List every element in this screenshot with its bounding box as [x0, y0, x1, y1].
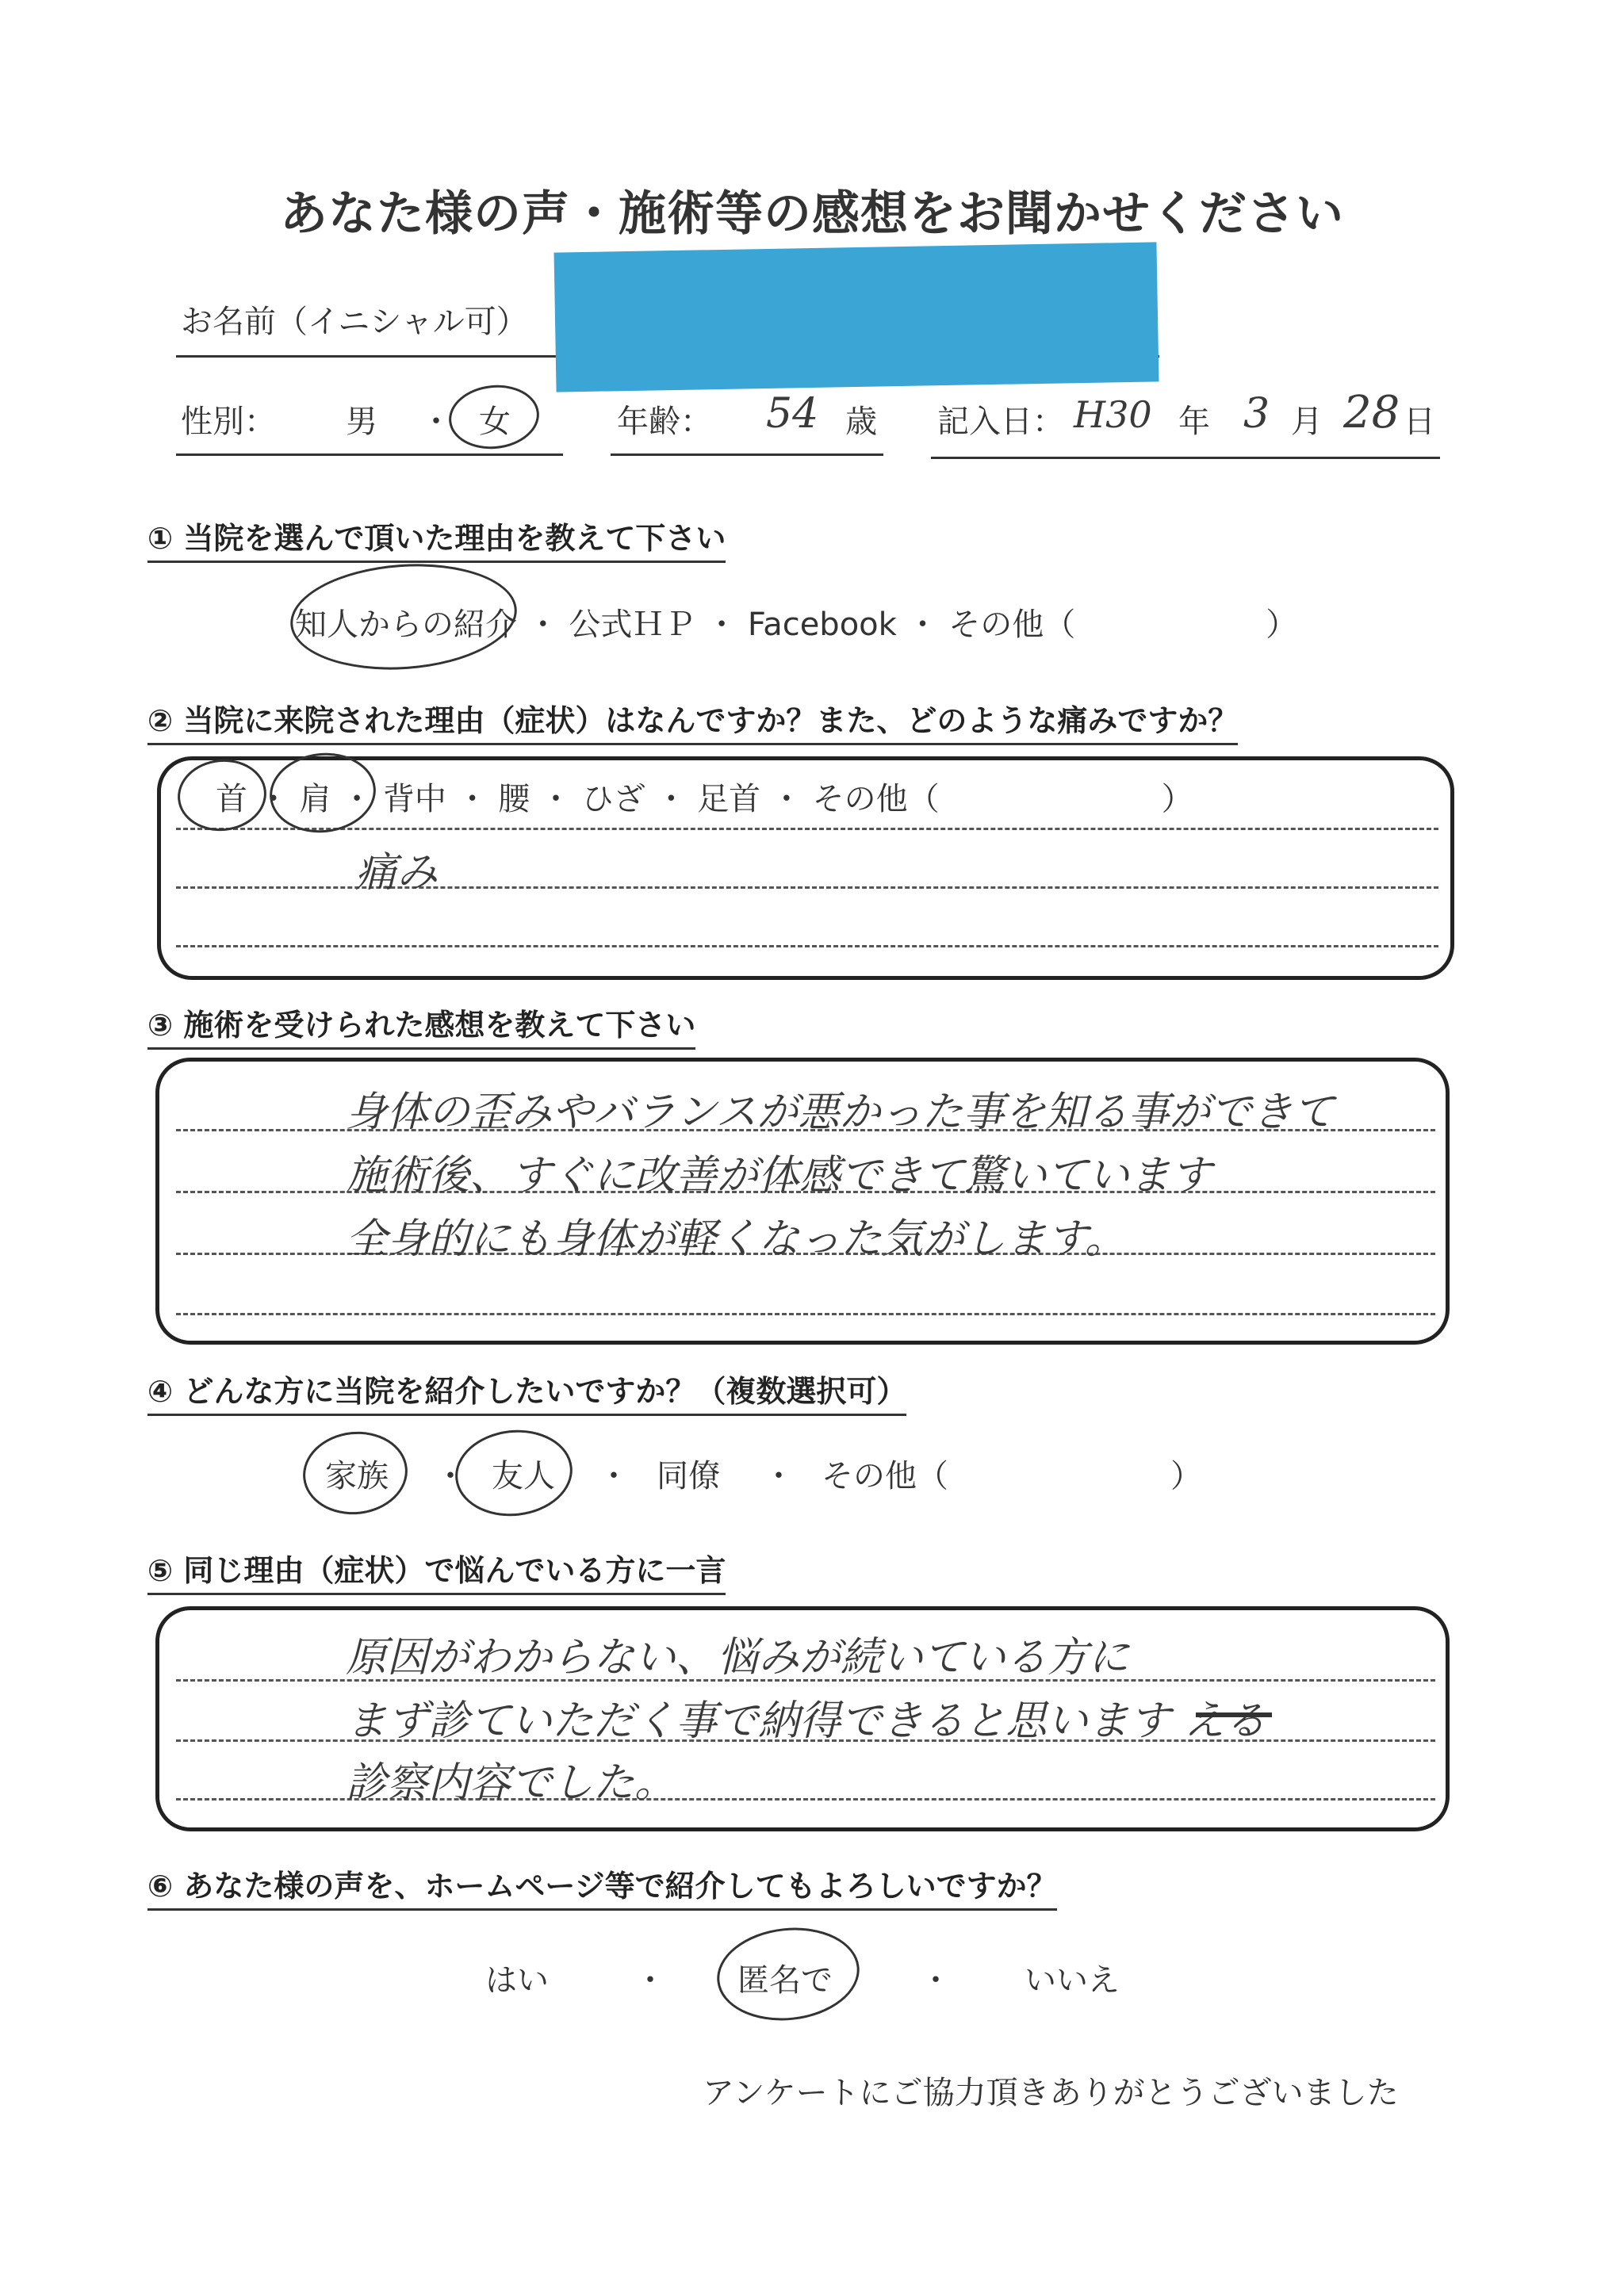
question-5-answer-line: まず診ていただく事で納得できると思います える: [346, 1697, 1266, 1745]
question-2-title: ② 当院に来院された理由（症状）はなんですか？また、どのような痛みですか？: [147, 696, 1238, 745]
friend-option: 友人: [492, 1458, 555, 1494]
dashed-line: [176, 945, 1438, 947]
date-day-unit: 日: [1404, 404, 1435, 440]
thank-you-message: アンケートにご協力頂きありがとうございました: [703, 2075, 1399, 2111]
option-separator: ・: [598, 1458, 630, 1494]
gender-separator: ・: [420, 404, 452, 440]
strike-through: [1196, 1712, 1272, 1717]
question-3-title: ③ 施術を受けられた感想を教えて下さい: [147, 1001, 695, 1050]
question-6-title: ⑥ あなた様の声を、ホームページ等で紹介してもよろしいですか？: [147, 1862, 1057, 1911]
question-3-answer-line: 全身的にも身体が軽くなった気がします。: [346, 1215, 1126, 1263]
question-3-answer-line: 施術後、すぐに改善が体感できて驚いています: [346, 1152, 1212, 1200]
anonymous-option: 匿名で: [737, 1962, 833, 1999]
date-era: H30: [1074, 393, 1152, 436]
date-underline: [931, 457, 1440, 459]
coworker-option: 同僚: [657, 1458, 720, 1494]
age-underline: [611, 453, 883, 456]
gender-underline: [176, 453, 563, 456]
family-option: 家族: [325, 1458, 389, 1494]
acquaintance-selection-circle: [287, 557, 521, 677]
option-separator: ・: [634, 1962, 666, 1999]
gender-label: 性別：: [181, 404, 276, 440]
female-selection-circle: [446, 381, 542, 453]
other-option: その他（ ）: [822, 1458, 1202, 1494]
date-month: 3: [1243, 390, 1270, 438]
question-1-title: ① 当院を選んで頂いた理由を教えて下さい: [147, 514, 726, 563]
age-label: 年齢：: [617, 404, 712, 440]
option-separator: ・: [920, 1962, 952, 1999]
age-value: 54: [766, 390, 819, 438]
family-selection-circle: [299, 1426, 412, 1519]
question-3-answer-line: 身体の歪みやバランスが悪かった事を知る事ができて: [346, 1089, 1335, 1136]
redaction-tape: [554, 242, 1159, 392]
question-5-answer-line: 診察内容でした。: [346, 1759, 676, 1807]
page-title: あなた様の声・施術等の感想をお聞かせください: [280, 186, 1344, 242]
no-option: いいえ: [1025, 1962, 1120, 1999]
question-2-answer: 痛み: [355, 849, 439, 897]
question-5-title: ⑤ 同じ理由（症状）で悩んでいる方に一言: [147, 1546, 726, 1595]
dashed-line: [176, 828, 1438, 830]
question-4-title: ④ どんな方に当院を紹介したいですか？（複数選択可）: [147, 1367, 906, 1416]
option-separator: ・: [763, 1458, 795, 1494]
name-label: お名前（イニシャル可）: [181, 304, 528, 340]
question-2-options: 首 ・ 肩 ・ 背中 ・ 腰 ・ ひざ ・ 足首 ・ その他（ ）: [216, 781, 1193, 817]
age-unit: 歳: [845, 404, 877, 440]
gender-female: 女: [479, 404, 511, 440]
question-1-options: 知人からの紹介 ・ 公式ＨＰ ・ Facebook ・ その他（ ）: [295, 607, 1298, 643]
date-label: 記入日：: [937, 404, 1064, 440]
dashed-line: [176, 1313, 1435, 1315]
option-separator: ・: [435, 1458, 466, 1494]
anonymous-selection-circle: [712, 1921, 864, 2027]
gender-male: 男: [346, 404, 377, 440]
date-day: 28: [1343, 387, 1400, 438]
date-year-unit: 年: [1178, 404, 1210, 440]
yes-option: はい: [485, 1962, 549, 1999]
question-5-answer-line: 原因がわからない、悩みが続いている方に: [346, 1634, 1130, 1682]
date-month-unit: 月: [1291, 404, 1323, 440]
friend-selection-circle: [451, 1425, 576, 1522]
